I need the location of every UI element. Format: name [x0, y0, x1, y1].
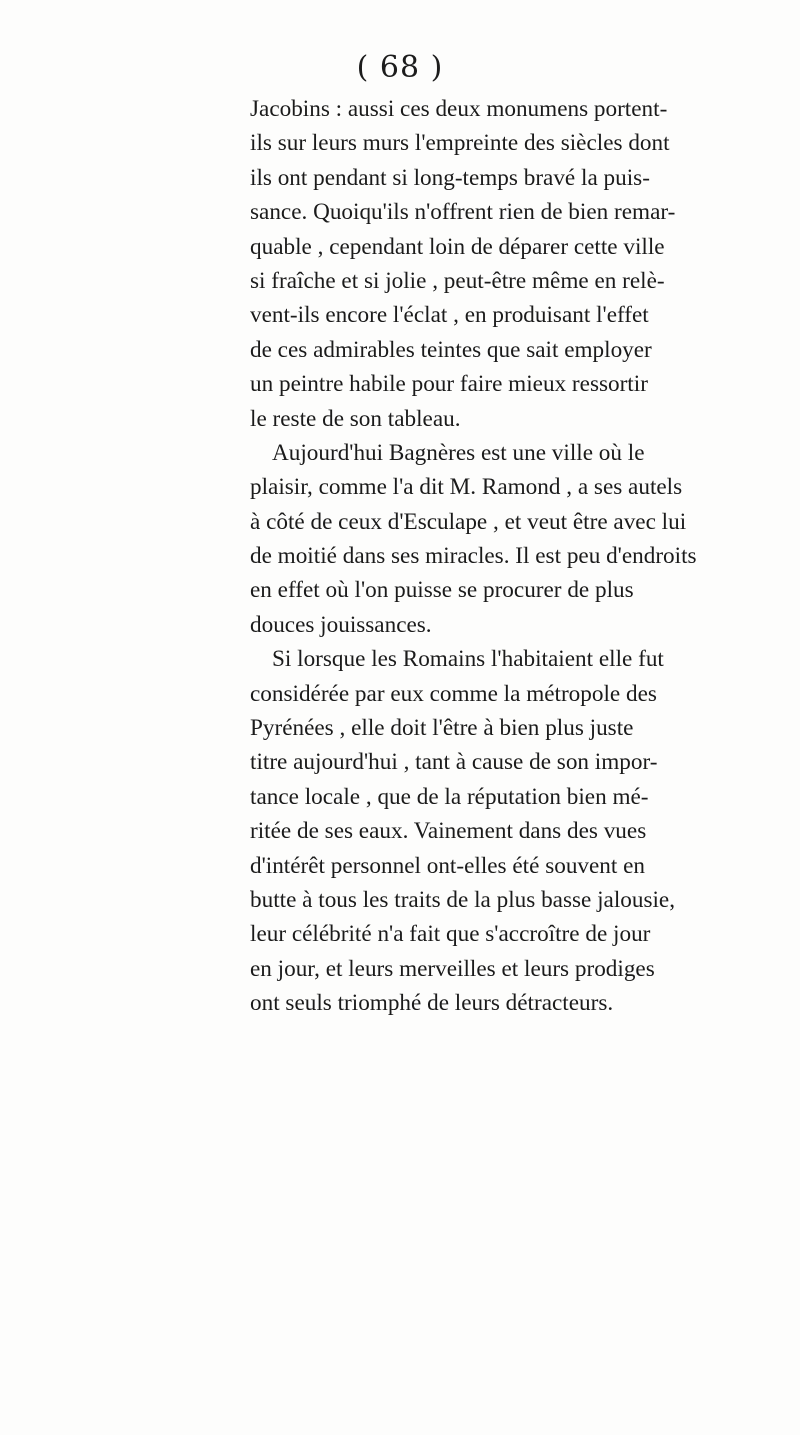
paragraph-end-line: le reste de son tableau. — [250, 405, 461, 432]
paragraph-start-line: Si lorsque les Romains l'habitaient elle fut — [272, 646, 664, 673]
text-line: en effet où l'on puisse se procurer de plus — [250, 577, 634, 604]
text-line: Jacobins : aussi ces deux monumens portent- — [250, 96, 668, 122]
text-line: ils sur leurs murs l'empreinte des siècles dont — [250, 130, 670, 157]
text-line: considérée par eux comme la métropole des — [250, 680, 657, 707]
text-line: à côté de ceux d'Esculape , et veut être avec lui — [250, 508, 687, 535]
text-line: Pyrénées , elle doit l'être à bien plus juste — [250, 715, 634, 742]
text-line: vent-ils encore l'éclat , en produisant l'effet — [250, 302, 649, 329]
paragraph-end-line: douces jouissances. — [250, 611, 432, 638]
text-line: quable , cependant loin de déparer cette ville — [250, 233, 665, 260]
text-line: en jour, et leurs merveilles et leurs prodiges — [250, 955, 655, 982]
text-line: tance locale , que de la réputation bien mé- — [250, 783, 649, 810]
text-line: un peintre habile pour faire mieux ressortir — [250, 371, 648, 398]
text-line: si fraîche et si jolie , peut-être même en relè- — [250, 267, 665, 294]
text-line: sance. Quoiqu'ils n'offrent rien de bien remar- — [250, 199, 676, 226]
page-number: ( 68 ) — [356, 50, 444, 85]
paragraph-start-line: Aujourd'hui Bagnères est une ville où le — [272, 439, 645, 466]
text-line: de ces admirables teintes que sait employer — [250, 336, 652, 363]
text-line: d'intérêt personnel ont-elles été souvent en — [250, 852, 646, 879]
text-line: butte à tous les traits de la plus basse jalousie, — [250, 886, 676, 913]
text-line: leur célébrité n'a fait que s'accroître de jour — [250, 921, 651, 948]
text-line: ritée de ses eaux. Vainement dans des vues — [250, 818, 647, 845]
paragraph-end-line: ont seuls triomphé de leurs détracteurs. — [250, 990, 614, 1017]
body-text — [250, 92, 697, 1021]
text-line: plaisir, comme l'a dit M. Ramond , a ses autels — [250, 474, 683, 501]
text-line: titre aujourd'hui , tant à cause de son impor- — [250, 749, 658, 776]
text-line: de moitié dans ses miracles. Il est peu d'endroits — [250, 543, 697, 570]
text-line: ils ont pendant si long-temps bravé la puis- — [250, 164, 650, 191]
